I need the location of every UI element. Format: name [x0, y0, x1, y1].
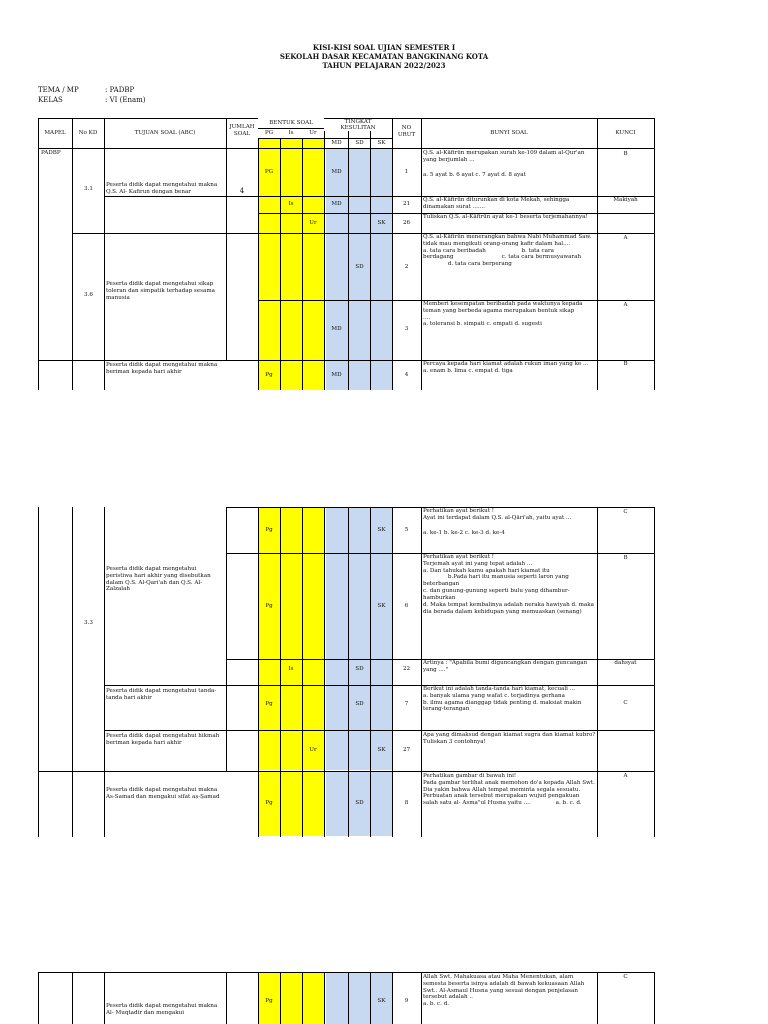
row7-soal-opt: a. ke-1 b. ke-2 c. ke-3 d. ke-4 — [423, 529, 505, 536]
col-tujuan: TUJUAN SOAL (ABC) — [134, 129, 196, 136]
row8-soal-q: Terjemah ayat ini yang tepat adalah ... — [423, 560, 533, 567]
row2-bentuk: Is — [288, 200, 294, 207]
row9-tingkat: SD — [355, 665, 364, 672]
col-mapel: MAPEL — [44, 129, 66, 136]
tujuan-5: Peserta didik dapat mengetahui tanda-tanda hari akhir — [106, 688, 217, 701]
row10-soal-q: Berikut ini adalah tanda-tanda hari kiamat, kecuali ... — [423, 686, 576, 692]
row6-no: 4 — [404, 371, 409, 378]
row10-bentuk: Pg — [265, 700, 273, 707]
row10-kunci: C — [623, 700, 628, 706]
col-jumlah-line1: JUMLAH — [229, 124, 255, 130]
row7-kunci: C — [623, 509, 628, 515]
row8-soal-title: Perhatikan ayat berikut ! — [423, 554, 495, 560]
row13-soal-opt: a. b. c. d. — [423, 1001, 450, 1008]
row5-soal — [423, 301, 596, 359]
row4-soal-opt1: a. tata cara beribadah b. tata cara — [423, 247, 554, 254]
col-tingkat-line2: KESULITAN — [340, 125, 376, 131]
row3-no: 26 — [402, 219, 411, 226]
col-bunyi-soal: BUNYI SOAL — [490, 129, 528, 136]
tujuan-1: Peserta didik dapat mengetahui makna Q.S. Al- Kafirun dengan benar — [106, 182, 218, 195]
row12-soal-q: Pada gambar terlihat anak memohon do'a kepada Allah Swt. Dia yakin bahwa Allah tempat meminta segala sesuatu. Perbuatan anak tersebut merupakan wujud pengakuan salah satu al- Asma"ul Husna yaitu .... a. b. c. d. — [423, 779, 597, 807]
row4-kunci: A — [623, 235, 628, 241]
row7-no: 5 — [404, 526, 409, 533]
row5-soal-opt: a. toleransi b. simpati c. empati d. sugesti — [423, 321, 542, 328]
row3-tingkat: SK — [377, 219, 386, 226]
row13-kunci: C — [623, 974, 628, 980]
col-sk: SK — [371, 139, 392, 148]
kd-3-3: 3.3 — [84, 620, 93, 626]
row5-no: 3 — [404, 325, 409, 332]
row12-kunci: A — [623, 773, 628, 779]
row7-soal-q: Ayat ini terdapat dalam Q.S. al-Qāri'ah, yaitu ayat ... — [423, 514, 572, 521]
col-no-line2: URUT — [397, 131, 416, 138]
row8-soal-b: b.Pada hari itu manusia seperti laron yang beterbangan — [423, 574, 571, 588]
kd-3-1: 3.1 — [84, 186, 93, 192]
tema-value: : PADBP — [105, 86, 135, 94]
row5-soal-q: Memberi kesempatan beribadah pada waktunya kepada teman yang berbeda agama merupakan bentuk sikap — [423, 301, 583, 314]
row9-no: 22 — [402, 665, 411, 672]
row1-tingkat: MD — [331, 168, 342, 175]
row4-no: 2 — [404, 263, 409, 270]
row13-bentuk: Pg — [265, 997, 273, 1004]
row1-no: 1 — [404, 168, 409, 175]
mapel-value: PADBP — [41, 150, 61, 156]
row2-kunci: Makiyah — [613, 197, 638, 203]
row10-soal-b: b. ilmu agama dianggap tidak penting d. maksiat makin terang-terangan — [423, 699, 582, 713]
row5-kunci: A — [623, 302, 628, 308]
row9-kunci: dahsyat — [614, 660, 637, 666]
col-no-line1: NO — [401, 125, 412, 131]
row6-soal-q: Percaya kepada hari kiamat adalah rukun iman yang ke ... — [423, 361, 589, 367]
row12-bentuk: Pg — [265, 799, 273, 806]
row2-soal: Q.S. al-Kāfirūn diturunkan di kota Mekah, sehingga dinamakan surat ....... — [423, 197, 570, 210]
row11-tingkat: SK — [377, 746, 386, 753]
row1-bentuk: PG — [264, 168, 274, 175]
row4-soal-opt2: berdagang c. tata cara bermusyawarah — [423, 254, 582, 261]
row13-soal-q: Allah Swt. Mahakuasa atau Maha Menentukan, alam semesta beserta isinya adalah di bawah kekuasaan Allah Swt.. Al-Asmaul Husna yang sesuai dengan penjelasan tersebut adalah .. — [423, 974, 585, 1001]
row9-bentuk: Is — [288, 665, 294, 672]
col-tingkat-line1: TINGKAT — [344, 119, 372, 125]
doc-title: KISI-KISI SOAL UJIAN SEMESTER I — [312, 43, 456, 52]
row6-soal — [423, 361, 596, 389]
row12-soal-title: Perhatikan gambar di bawah ini! — [423, 773, 517, 779]
row8-soal-c: c. dan gunung-gunung seperti bulu yang dihambur-hamburkan — [423, 588, 570, 601]
row4-tingkat: SD — [355, 263, 364, 270]
col-tingkat-2 — [324, 125, 392, 131]
row8-soal-d: d. Maka tempat kembalinya adalah neraka hawiyah d. maka dia berada dalam kehidupan yang memuaskan (senang) — [423, 601, 594, 615]
row1-soal-q: Q.S. al-Kāfirūn merupakan surah ke-109 dalam al-Qur'an yang berjumlah ... — [423, 150, 585, 163]
row6-kunci: B — [623, 361, 628, 367]
row12-tingkat: SD — [355, 799, 364, 806]
row6-soal-opt: a. enam b. lima c. empat d. tiga — [423, 367, 513, 374]
col-no-urut — [392, 125, 421, 145]
row6-tingkat: MD — [331, 371, 342, 378]
col-kunci: KUNCI — [615, 129, 636, 136]
row8-no: 6 — [404, 602, 409, 609]
row12-no: 8 — [404, 799, 409, 806]
row5-tingkat: MD — [331, 325, 342, 332]
row1-kunci: B — [623, 151, 628, 157]
row13-no: 9 — [404, 997, 409, 1004]
row11-soal: Apa yang dimaksud dengan kiamat sugra dan kiamat kubro? Tuliskan 3 contohnya! — [423, 732, 596, 745]
col-ur: Ur — [302, 129, 324, 138]
row11-bentuk: Ur — [309, 746, 317, 753]
row13-tingkat: SK — [377, 997, 386, 1004]
row3-soal: Tuliskan Q.S. al-Kāfirūn ayat ke-1 beserta terjemahannya! — [423, 214, 588, 220]
col-no-kd: No KD — [78, 129, 98, 136]
row7-tingkat: SK — [377, 526, 386, 533]
col-bentuk-soal: BENTUK SOAL — [258, 118, 324, 128]
tujuan-6: Peserta didik dapat mengetahui hikmah beriman kepada hari akhir — [106, 733, 220, 746]
school-year: TAHUN PELAJARAN 2022/2023 — [322, 61, 446, 70]
row8-soal-a: a. Dan tahukah kamu apakah hari kiamat itu — [423, 567, 550, 574]
kelas-label: KELAS — [38, 96, 63, 104]
row4-soal-opt3: d. tata cara berperang — [423, 261, 512, 268]
col-sd: SD — [349, 139, 370, 148]
row8-soal — [423, 554, 596, 658]
row6-bentuk: Pg — [265, 371, 273, 378]
tujuan-4: Peserta didik dapat mengetahui peristiwa hari akhir yang disebutkan dalam Q.S. Al-Qari'ah dan Q.S. Al-Zalzalah — [106, 566, 211, 593]
row10-soal-a: a. banyak ulama yang wafat c. terjadinya gerhana — [423, 692, 565, 699]
row4-soal-q: Q.S. al-Kāfirūn menerangkan bahwa Nabi Muhammad Saw. tidak mau mengikuti orang-orang kafir dalam hal.... — [423, 234, 592, 247]
kd-3-6: 3.6 — [84, 292, 93, 298]
col-jumlah — [226, 124, 258, 144]
row2-no: 21 — [402, 200, 411, 207]
row13-soal — [423, 974, 596, 1024]
row12-soal — [423, 773, 596, 835]
school-name: SEKOLAH DASAR KECAMATAN BANGKINANG KOTA — [279, 52, 489, 61]
row3-bentuk: Ur — [309, 219, 317, 226]
row8-bentuk: Pg — [265, 602, 273, 609]
row9-soal: Artinya : "Apabila bumi diguncangkan dengan guncangan yang ...." — [423, 660, 588, 673]
row2-tingkat: MD — [331, 200, 342, 207]
col-pg: PG — [258, 129, 280, 138]
tema-label: TEMA / MP — [38, 86, 79, 94]
row10-soal — [423, 686, 596, 729]
tujuan-8: Peserta didik dapat mengetahui makna Al- Muqtadir dan mengakui — [106, 1003, 218, 1016]
row10-no: 7 — [404, 700, 409, 707]
row10-tingkat: SD — [355, 700, 364, 707]
row7-soal — [423, 508, 596, 552]
tujuan-2: Peserta didik dapat mengetahui sikap toleran dan simpatik terhadap sesama manusia — [106, 281, 215, 301]
row1-soal-opt: a. 5 ayat b. 6 ayat c. 7 ayat d. 8 ayat — [423, 171, 526, 178]
tujuan-3: Peserta didik dapat mengetahui makna beriman kepada hari akhir — [106, 362, 218, 375]
row5-soal-dots: .... — [423, 314, 431, 321]
row7-bentuk: Pg — [265, 526, 273, 533]
kelas-value: : VI (Enam) — [105, 96, 146, 104]
row8-kunci: B — [623, 555, 628, 561]
row4-soal — [423, 234, 596, 300]
row7-soal-title: Perhatikan ayat berikut ! — [423, 508, 495, 514]
row11-no: 27 — [402, 746, 411, 753]
row8-tingkat: SK — [377, 602, 386, 609]
col-is: Is — [280, 129, 302, 138]
col-jumlah-line2: SOAL — [233, 130, 251, 137]
row1-soal — [423, 150, 595, 194]
col-md: MD — [325, 139, 348, 148]
jumlah-value: 4 — [239, 187, 245, 195]
tujuan-7: Peserta didik dapat mengetahui makna As-Samad dan mengakui sifat aṣ-Ṣamad — [106, 787, 220, 800]
